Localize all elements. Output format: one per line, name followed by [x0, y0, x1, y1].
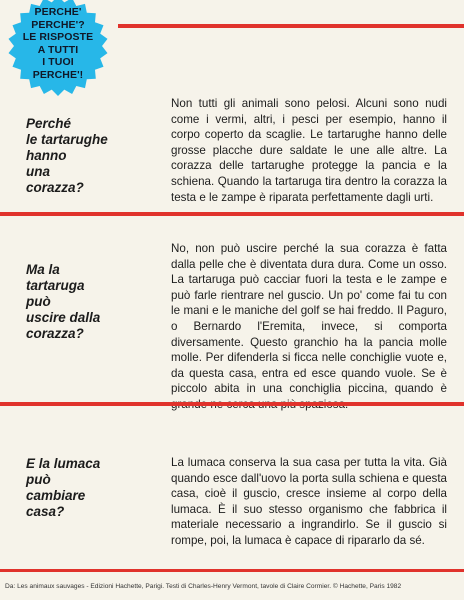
title-badge — [2, 0, 114, 96]
answer-snail-home: La lumaca conserva la sua casa per tutta la vita. Già quando esce dall'uovo la porta sulla schiena e questa casa, cioè il guscio, cresce insieme al corpo della lumaca. È il suo stesso organismo che fabbrica il materiale necessario a ingrandirlo. Se il guscio si rompe, poi, la lumaca è capace di ripararlo da sé. — [171, 456, 447, 547]
section-divider — [0, 212, 464, 216]
question-line: può — [26, 472, 51, 487]
badge-line: PERCHE'! — [32, 68, 84, 81]
badge-line: A TUTTI — [37, 43, 79, 56]
question-line: uscire dalla — [26, 310, 101, 325]
answer-tortoise-shell: Non tutti gli animali sono pelosi. Alcuni sono nudi come i vermi, altri, i pesci per esempio, hanno il corpo coperto da scaglie. Le tartarughe hanno delle grosse placche dure saldate le une alle altre. La corazza delle tartarughe protegge la pancia e la schiena. Quando la tartaruga tira dentro la corazza la testa e le zampe è riparata perfettamente dagli urti. — [171, 97, 447, 204]
question-line: Ma la — [26, 262, 60, 277]
badge-line: PERCHE' — [34, 6, 82, 18]
question-line: può — [26, 294, 51, 309]
badge-line: I TUOI — [42, 56, 74, 68]
question-line: cambiare — [26, 488, 86, 503]
question-line: hanno — [26, 148, 67, 163]
badge-line: PERCHE'? — [31, 18, 85, 31]
top-divider — [118, 24, 464, 28]
question-tortoise-exit — [26, 262, 156, 342]
question-line: tartaruga — [26, 278, 85, 293]
question-line: casa? — [26, 504, 65, 519]
question-snail-home — [26, 456, 156, 520]
question-line: le tartarughe — [26, 132, 108, 147]
question-tortoise-shell — [26, 116, 156, 196]
question-line: Perché — [26, 116, 72, 131]
bottom-divider — [0, 569, 464, 572]
source-credit: Da: Les animaux sauvages - Edizioni Hachette, Parigi. Testi di Charles-Henry Vermont, tavole di Claire Cormier. © Hachette, Paris 1982 — [5, 583, 402, 590]
badge-line: LE RISPOSTE — [22, 31, 94, 43]
question-line: E la lumaca — [26, 456, 101, 471]
question-line: una — [26, 164, 51, 179]
question-line: corazza? — [26, 326, 84, 341]
answer-tortoise-exit: No, non può uscire perché la sua corazza è fatta dalla pelle che è diventata dura dura. Come un osso. La tartaruga può cacciar fuori la testa e le zampe e può farle rientrare nel guscio. Un po' come fai tu con le mani e le maniche del golf se hai freddo. Il Paguro, o Bernardo l'Eremita, invece, si comporta diversamente. Questo granchio ha la pancia molle molle. Per difenderla si ficca nelle conchiglie vuote e, da questa casa, entra ed esce quando vuole. Se è piccolo abita in una conchiglia piccina, quando è — [171, 242, 447, 396]
question-line: corazza? — [26, 180, 84, 195]
badge-title — [2, 6, 114, 81]
section-divider — [0, 402, 464, 406]
